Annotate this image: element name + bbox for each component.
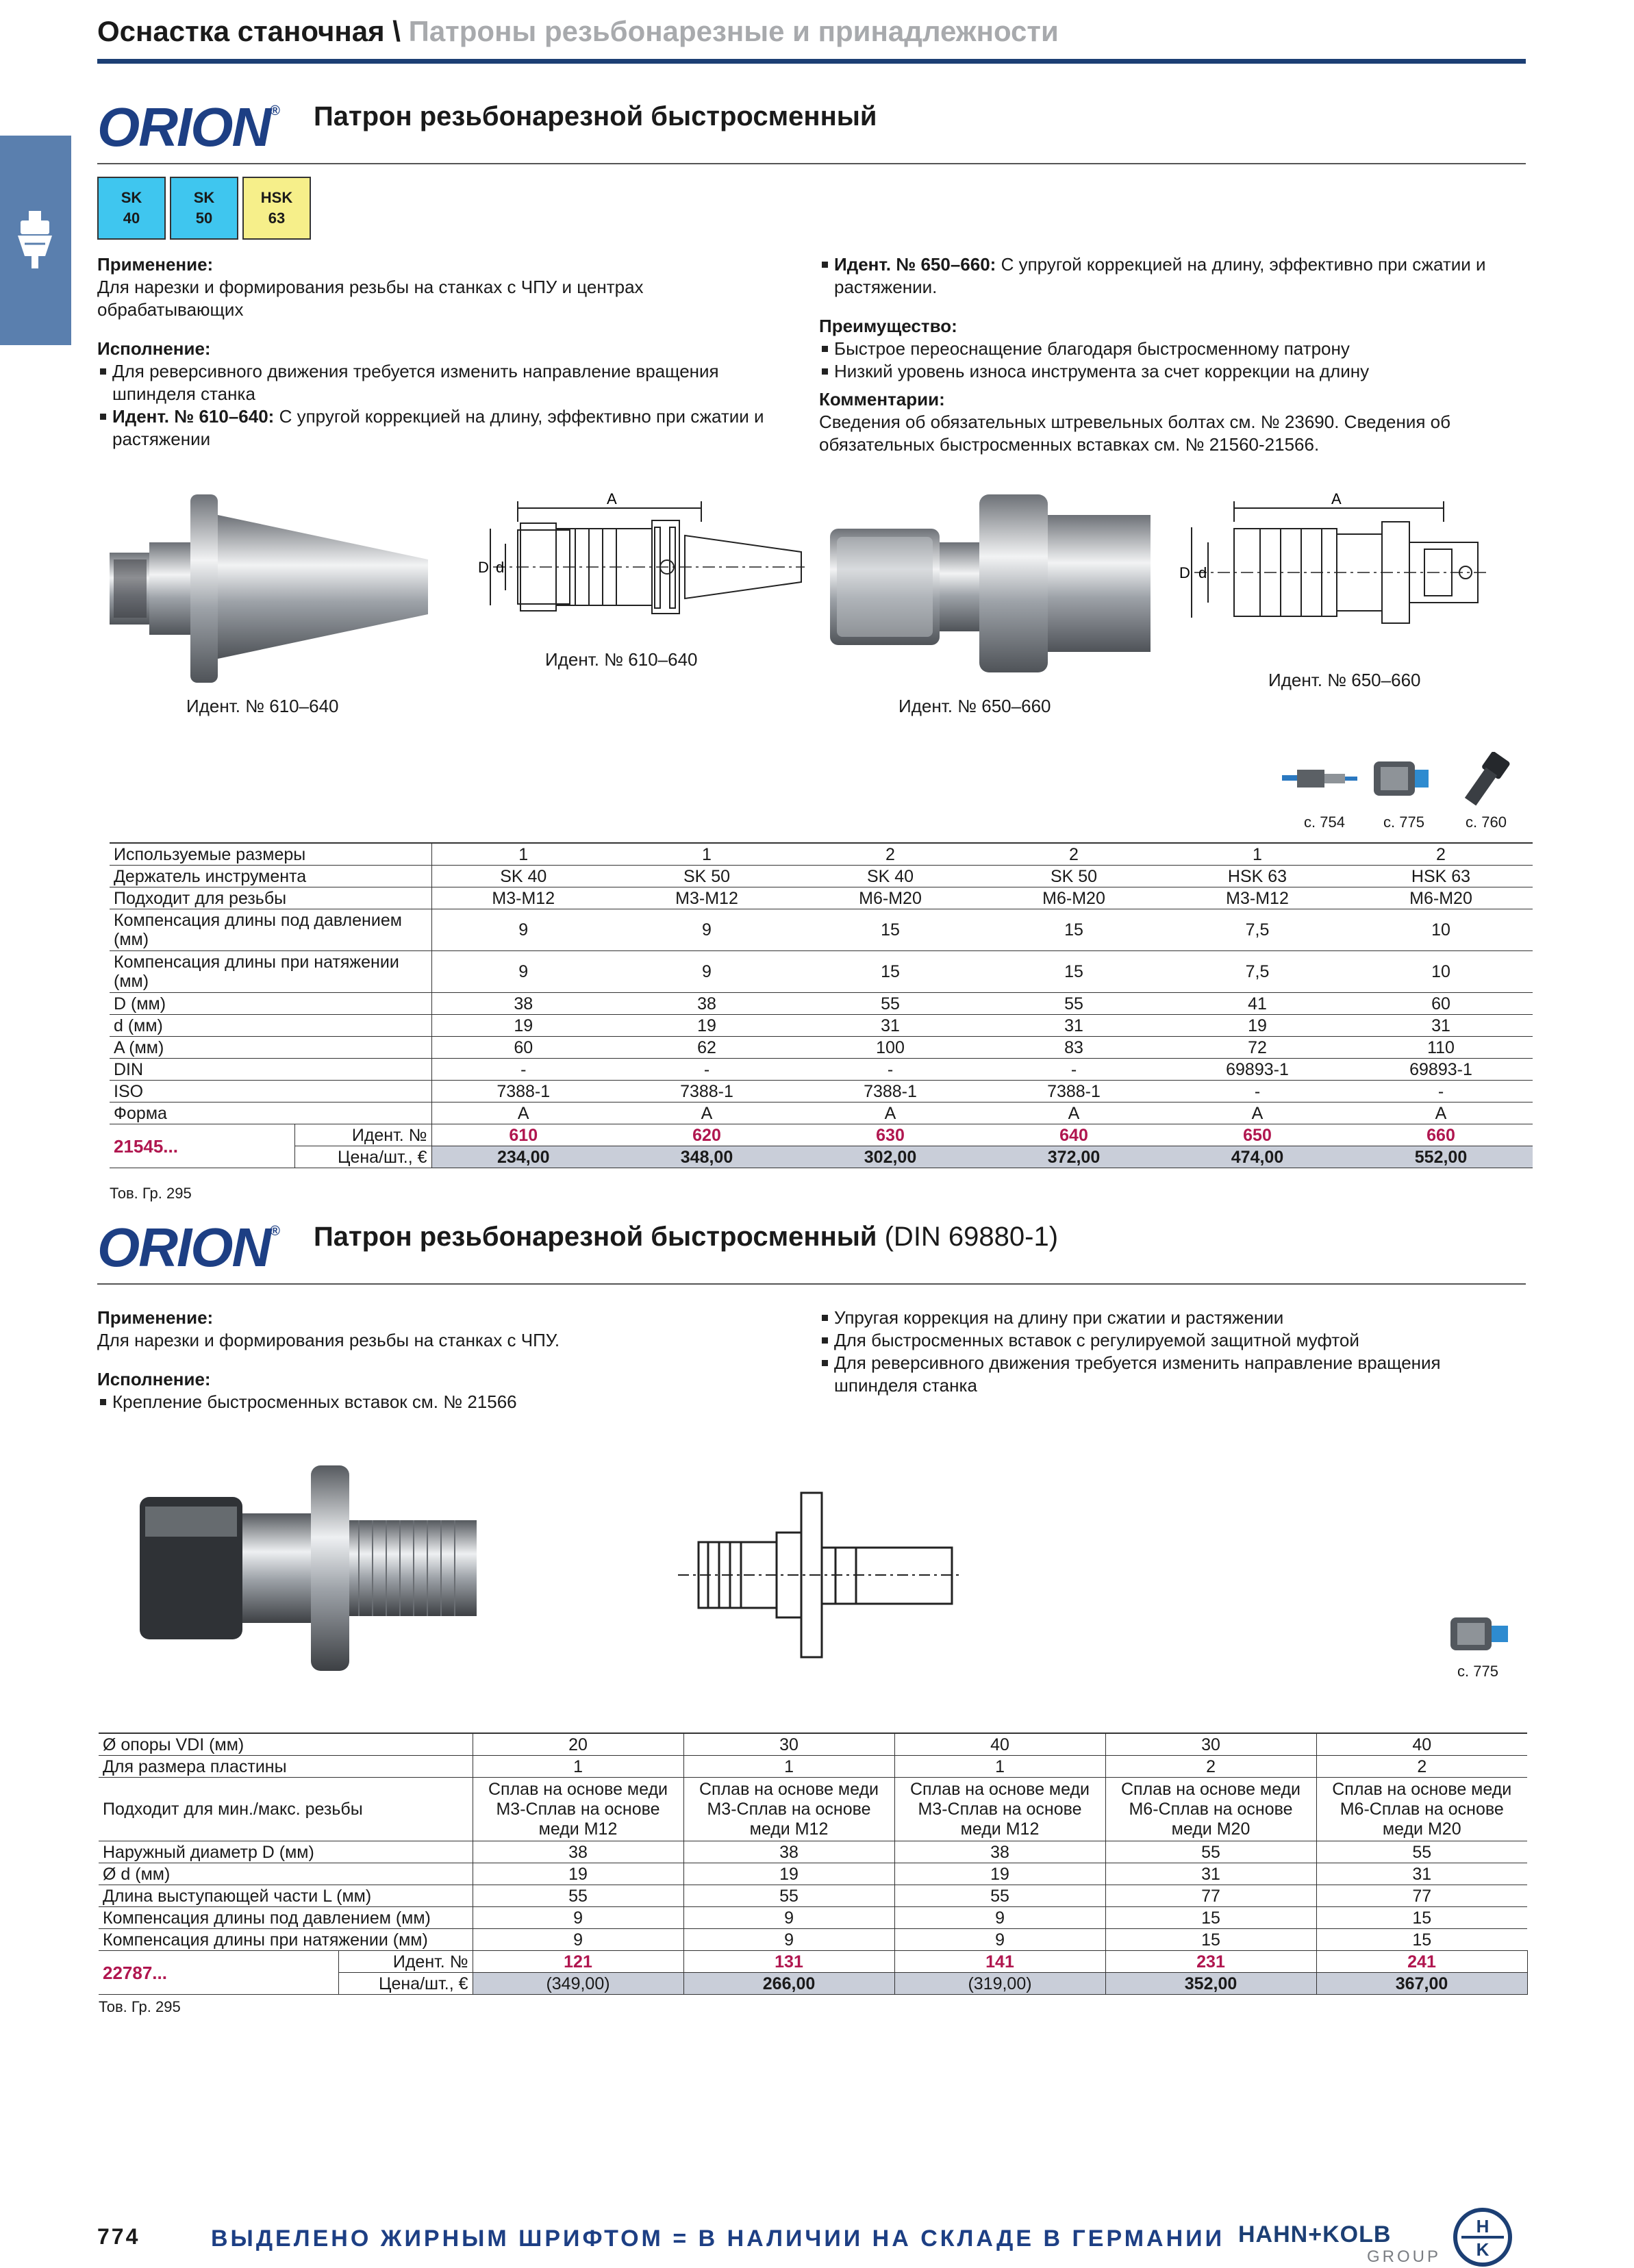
price-row — [110, 1146, 1533, 1168]
price-cell: 234,00 — [431, 1146, 615, 1168]
page-header — [97, 15, 1059, 48]
ident-label: Идент. № — [338, 1951, 473, 1973]
row-label: Компенсация длины под давлением (мм) — [110, 909, 431, 951]
advantage-label: Преимущество: — [819, 316, 957, 336]
table-cell: 38 — [615, 993, 799, 1015]
feature-item: Для быстросменных вставок с регулируемой защитной муфтой — [819, 1329, 1518, 1352]
price-cell: 367,00 — [1316, 1973, 1527, 1995]
table-row — [99, 1885, 1527, 1907]
table-cell: 38 — [894, 1841, 1105, 1863]
price-label: Цена/шт., € — [338, 1973, 473, 1995]
comments-label: Комментарии: — [819, 389, 945, 410]
header-subtitle: Патроны резьбонарезные и принадлежности — [408, 15, 1059, 47]
price-label: Цена/шт., € — [294, 1146, 431, 1168]
article-number: 241 — [1316, 1951, 1527, 1973]
company-group-text: GROUP — [1367, 2247, 1442, 2266]
table-cell: - — [1166, 1081, 1349, 1102]
table-cell: 55 — [1316, 1841, 1527, 1863]
table-cell: - — [431, 1059, 615, 1081]
table-cell: A — [982, 1102, 1166, 1124]
table-row — [99, 1778, 1527, 1841]
price-cell: 348,00 — [615, 1146, 799, 1168]
bolt-thumbnail[interactable] — [1459, 752, 1513, 807]
price-cell: 474,00 — [1166, 1146, 1349, 1168]
row-label: Компенсация длины под давлением (мм) — [99, 1907, 473, 1929]
table-cell: 19 — [615, 1015, 799, 1037]
price-cell: 266,00 — [683, 1973, 894, 1995]
drill-chuck-icon — [11, 211, 59, 273]
order-prefix: 22787... — [99, 1951, 338, 1995]
table-cell: 55 — [894, 1885, 1105, 1907]
row-label: Компенсация длины при натяжении (мм) — [99, 1929, 473, 1951]
article-number: 640 — [982, 1124, 1166, 1146]
table-cell: 31 — [1105, 1863, 1316, 1885]
row-label: Держатель инструмента — [110, 866, 431, 887]
table-cell: 38 — [683, 1841, 894, 1863]
table-cell: 41 — [1166, 993, 1349, 1015]
article-number: 131 — [683, 1951, 894, 1973]
article-number: 231 — [1105, 1951, 1316, 1973]
table-cell: M3-M12 — [431, 887, 615, 909]
table-cell: 9 — [431, 951, 615, 993]
table-cell: HSK 63 — [1166, 866, 1349, 887]
row-label: d (мм) — [110, 1015, 431, 1037]
ident-row — [110, 1124, 1533, 1146]
table-cell: - — [799, 1059, 982, 1081]
pull-stud-thumbnail[interactable] — [1282, 763, 1357, 794]
row-label: Компенсация длины при натяжении (мм) — [110, 951, 431, 993]
accessory-ref[interactable]: с. 775 — [1457, 1663, 1498, 1680]
table-cell: Сплав на основе меди M3-Сплав на основе меди M12 — [683, 1778, 894, 1841]
table-row — [110, 1059, 1533, 1081]
comments-text: Сведения об обязательных штревельных болтах см. № 23690. Сведения об обязательных быстросменных вставках см. № 21560-21566. — [819, 412, 1451, 455]
product-group-note: Тов. Гр. 295 — [99, 1998, 181, 2015]
table-cell: 9 — [894, 1907, 1105, 1929]
table-cell: 77 — [1316, 1885, 1527, 1907]
price-cell: (349,00) — [473, 1973, 683, 1995]
article-number: 620 — [615, 1124, 799, 1146]
dim-label-D: D — [1179, 564, 1190, 581]
table-cell: M3-M12 — [615, 887, 799, 909]
row-label: Подходит для мин./макс. резьбы — [99, 1778, 473, 1841]
row-label: Ø опоры VDI (мм) — [99, 1733, 473, 1756]
execution-item: Крепление быстросменных вставок см. № 21566 — [97, 1391, 782, 1413]
product-photo-vdi-holder — [140, 1465, 482, 1671]
hk-emblem-icon — [1452, 2206, 1513, 2268]
table-cell: 19 — [473, 1863, 683, 1885]
table-cell: A — [799, 1102, 982, 1124]
table-cell: 31 — [1316, 1863, 1527, 1885]
table-cell: 38 — [431, 993, 615, 1015]
table-cell: 40 — [1316, 1733, 1527, 1756]
row-label: Наружный диаметр D (мм) — [99, 1841, 473, 1863]
ident-row — [99, 1951, 1527, 1973]
table-row — [110, 1037, 1533, 1059]
dim-label-A: A — [1331, 490, 1342, 507]
dim-label-d: d — [496, 559, 505, 576]
spec-table-22787 — [99, 1732, 1528, 1995]
article-number: 660 — [1349, 1124, 1533, 1146]
table-cell: 55 — [1105, 1841, 1316, 1863]
article-number: 610 — [431, 1124, 615, 1146]
accessory-ref[interactable]: с. 760 — [1466, 814, 1507, 831]
table-row — [110, 951, 1533, 993]
section1-rule — [97, 163, 1526, 164]
table-cell: 72 — [1166, 1037, 1349, 1059]
table-cell: 31 — [799, 1015, 982, 1037]
table-cell: 15 — [982, 909, 1166, 951]
stock-note: ВЫДЕЛЕНО ЖИРНЫМ ШРИФТОМ = В НАЛИЧИИ НА СКЛАДЕ В ГЕРМАНИИ — [211, 2226, 1225, 2252]
row-label: Используемые размеры — [110, 843, 431, 866]
table-cell: Сплав на основе меди M3-Сплав на основе меди M12 — [894, 1778, 1105, 1841]
table-cell: HSK 63 — [1349, 866, 1533, 887]
table-row — [110, 843, 1533, 866]
table-cell: M6-M20 — [1349, 887, 1533, 909]
table-cell: 30 — [683, 1733, 894, 1756]
table-cell: M3-M12 — [1166, 887, 1349, 909]
table-row — [110, 1015, 1533, 1037]
table-cell: 10 — [1349, 909, 1533, 951]
table-cell: SK 40 — [799, 866, 982, 887]
table-cell: - — [982, 1059, 1166, 1081]
table-cell: Сплав на основе меди M6-Сплав на основе меди M20 — [1105, 1778, 1316, 1841]
section1-title: Патрон резьбонарезной быстросменный — [314, 101, 877, 131]
dim-label-D: D — [478, 559, 489, 576]
table-cell: 2 — [1105, 1756, 1316, 1778]
price-cell: 552,00 — [1349, 1146, 1533, 1168]
dim-label-d: d — [1198, 564, 1207, 581]
table-cell: 15 — [1316, 1907, 1527, 1929]
table-cell: 38 — [473, 1841, 683, 1863]
table-row — [110, 909, 1533, 951]
caption-photo-610-640: Идент. № 610–640 — [186, 696, 339, 716]
table-row — [110, 1081, 1533, 1102]
price-cell: (319,00) — [894, 1973, 1105, 1995]
table-cell: 31 — [1349, 1015, 1533, 1037]
table-cell: 20 — [473, 1733, 683, 1756]
section1-right-text — [819, 253, 1518, 456]
row-label: Для размера пластины — [99, 1756, 473, 1778]
badge-sk50: SK 50 — [170, 177, 238, 240]
table-row — [99, 1841, 1527, 1863]
table-cell: 55 — [799, 993, 982, 1015]
header-title: Оснастка станочная — [97, 15, 385, 47]
orion-logo: ORION® — [97, 97, 279, 158]
table-cell: 9 — [683, 1929, 894, 1951]
table-cell: 55 — [683, 1885, 894, 1907]
article-number: 141 — [894, 1951, 1105, 1973]
table-cell: 1 — [431, 843, 615, 866]
execution-item: Идент. № 610–640: С упругой коррекцией на длину, эффективно при сжатии и растяжении — [97, 405, 782, 451]
execution-item: Для реверсивного движения требуется изменить направление вращения шпинделя станка — [97, 360, 782, 405]
ident-label: Идент. № — [294, 1124, 431, 1146]
table-cell: - — [615, 1059, 799, 1081]
section2-title: Патрон резьбонарезной быстросменный (DIN 69880-1) — [314, 1222, 1059, 1252]
caption-drawing-650-660: Идент. № 650–660 — [1268, 670, 1421, 690]
table-cell: - — [1349, 1081, 1533, 1102]
badge-sk40: SK 40 — [97, 177, 166, 240]
application-text: Для нарезки и формирования резьбы на станках с ЧПУ и центрах обрабатывающих — [97, 277, 644, 320]
table-cell: 7388-1 — [431, 1081, 615, 1102]
feature-item: Упругая коррекция на длину при сжатии и растяжении — [819, 1307, 1518, 1329]
row-label: Ø d (мм) — [99, 1863, 473, 1885]
table-row — [99, 1929, 1527, 1951]
table-cell: 55 — [982, 993, 1166, 1015]
table-cell: A — [1166, 1102, 1349, 1124]
product-group-note: Тов. Гр. 295 — [110, 1185, 192, 1202]
advantage-item: Быстрое переоснащение благодаря быстросменному патрону — [819, 338, 1518, 360]
table-cell: 9 — [473, 1929, 683, 1951]
price-cell: 302,00 — [799, 1146, 982, 1168]
table-cell: 55 — [473, 1885, 683, 1907]
price-cell: 372,00 — [982, 1146, 1166, 1168]
row-label: A (мм) — [110, 1037, 431, 1059]
table-cell: 19 — [683, 1863, 894, 1885]
table-cell: M6-M20 — [799, 887, 982, 909]
application-label: Применение: — [97, 1307, 214, 1328]
application-text: Для нарезки и формирования резьбы на станках с ЧПУ. — [97, 1330, 560, 1350]
table-cell: 110 — [1349, 1037, 1533, 1059]
table-cell: 9 — [894, 1929, 1105, 1951]
table-cell: 31 — [982, 1015, 1166, 1037]
article-number: 121 — [473, 1951, 683, 1973]
table-cell: 100 — [799, 1037, 982, 1059]
table-cell: 62 — [615, 1037, 799, 1059]
table-cell: M6-M20 — [982, 887, 1166, 909]
section2-left-text — [97, 1307, 782, 1413]
category-side-tab[interactable] — [0, 136, 71, 345]
table-cell: 15 — [1105, 1929, 1316, 1951]
table-cell: 15 — [1316, 1929, 1527, 1951]
table-cell: 9 — [473, 1907, 683, 1929]
table-cell: 9 — [615, 909, 799, 951]
table-cell: 15 — [1105, 1907, 1316, 1929]
company-logo-text: HAHN+KOLB — [1238, 2221, 1392, 2247]
accessory-ref[interactable]: с. 754 — [1304, 814, 1345, 831]
table-cell: A — [1349, 1102, 1533, 1124]
table-cell: 69893-1 — [1349, 1059, 1533, 1081]
execution-label: Исполнение: — [97, 338, 211, 359]
article-number: 630 — [799, 1124, 982, 1146]
table-cell: 15 — [982, 951, 1166, 993]
advantage-item: Низкий уровень износа инструмента за счет коррекции на длину — [819, 360, 1518, 383]
table-cell: 15 — [799, 951, 982, 993]
table-cell: 10 — [1349, 951, 1533, 993]
table-cell: 83 — [982, 1037, 1166, 1059]
technical-drawing-vdi — [651, 1472, 966, 1678]
table-cell: 19 — [431, 1015, 615, 1037]
row-label: D (мм) — [110, 993, 431, 1015]
section1-left-text — [97, 253, 782, 451]
product-photo-hsk-holder — [830, 488, 1152, 679]
section2-rule — [97, 1283, 1526, 1285]
table-cell: 60 — [431, 1037, 615, 1059]
table-cell: 1 — [894, 1756, 1105, 1778]
row-label: ISO — [110, 1081, 431, 1102]
table-row — [99, 1756, 1527, 1778]
table-cell: 19 — [1166, 1015, 1349, 1037]
table-cell: 1 — [473, 1756, 683, 1778]
table-row — [99, 1907, 1527, 1929]
technical-drawing-sk — [452, 488, 808, 645]
table-cell: 60 — [1349, 993, 1533, 1015]
table-cell: 7,5 — [1166, 909, 1349, 951]
table-row — [110, 993, 1533, 1015]
table-cell: 1 — [683, 1756, 894, 1778]
article-number: 650 — [1166, 1124, 1349, 1146]
dim-label-A: A — [607, 490, 617, 507]
execution-item: Идент. № 650–660: С упругой коррекцией на длину, эффективно при сжатии и растяжении. — [819, 253, 1518, 299]
table-cell: A — [615, 1102, 799, 1124]
table-cell: Сплав на основе меди M3-Сплав на основе меди M12 — [473, 1778, 683, 1841]
product-photo-sk-holder — [110, 488, 431, 686]
table-row — [99, 1863, 1527, 1885]
order-prefix: 21545... — [110, 1124, 294, 1168]
table-cell: 19 — [894, 1863, 1105, 1885]
table-cell: 2 — [982, 843, 1166, 866]
table-cell: 2 — [799, 843, 982, 866]
table-cell: 40 — [894, 1733, 1105, 1756]
header-separator: \ — [392, 15, 401, 47]
table-cell: 69893-1 — [1166, 1059, 1349, 1081]
header-rule — [97, 59, 1526, 64]
table-cell: 9 — [615, 951, 799, 993]
table-cell: 15 — [799, 909, 982, 951]
badge-hsk63: HSK 63 — [242, 177, 311, 240]
table-cell: 2 — [1349, 843, 1533, 866]
section2-right-text — [819, 1307, 1518, 1397]
table-cell: 30 — [1105, 1733, 1316, 1756]
svg-text:K: K — [1476, 2239, 1490, 2260]
application-label: Применение: — [97, 254, 214, 275]
row-label: Форма — [110, 1102, 431, 1124]
table-cell: SK 40 — [431, 866, 615, 887]
spec-table-21545 — [110, 842, 1533, 1168]
table-cell: SK 50 — [615, 866, 799, 887]
feature-item: Для реверсивного движения требуется изменить направление вращения шпинделя станка — [819, 1352, 1518, 1397]
table-cell: 7388-1 — [799, 1081, 982, 1102]
table-row — [99, 1733, 1527, 1756]
accessory-ref[interactable]: с. 775 — [1383, 814, 1424, 831]
table-row — [110, 866, 1533, 887]
table-row — [110, 1102, 1533, 1124]
price-cell: 352,00 — [1105, 1973, 1316, 1995]
row-label: Длина выступающей части L (мм) — [99, 1885, 473, 1907]
orion-logo: ORION® — [97, 1217, 279, 1278]
table-cell: 7,5 — [1166, 951, 1349, 993]
table-row — [110, 887, 1533, 909]
caption-photo-650-660: Идент. № 650–660 — [898, 696, 1051, 716]
table-cell: A — [431, 1102, 615, 1124]
table-cell: 7388-1 — [615, 1081, 799, 1102]
technical-drawing-hsk — [1164, 488, 1534, 652]
caption-drawing-610-640: Идент. № 610–640 — [545, 649, 698, 670]
table-cell: 77 — [1105, 1885, 1316, 1907]
table-cell: 2 — [1316, 1756, 1527, 1778]
execution-label: Исполнение: — [97, 1369, 211, 1389]
table-cell: 1 — [615, 843, 799, 866]
table-cell: 9 — [431, 909, 615, 951]
row-label: DIN — [110, 1059, 431, 1081]
row-label: Подходит для резьбы — [110, 887, 431, 909]
tap-adapter-thumbnail[interactable] — [1374, 753, 1429, 801]
table-cell: 7388-1 — [982, 1081, 1166, 1102]
table-cell: 1 — [1166, 843, 1349, 866]
svg-text:H: H — [1476, 2216, 1490, 2236]
table-cell: Сплав на основе меди M6-Сплав на основе меди M20 — [1316, 1778, 1527, 1841]
table-cell: SK 50 — [982, 866, 1166, 887]
table-cell: 9 — [683, 1907, 894, 1929]
tap-adapter-thumbnail[interactable] — [1450, 1609, 1512, 1657]
page-number: 774 — [97, 2224, 140, 2249]
